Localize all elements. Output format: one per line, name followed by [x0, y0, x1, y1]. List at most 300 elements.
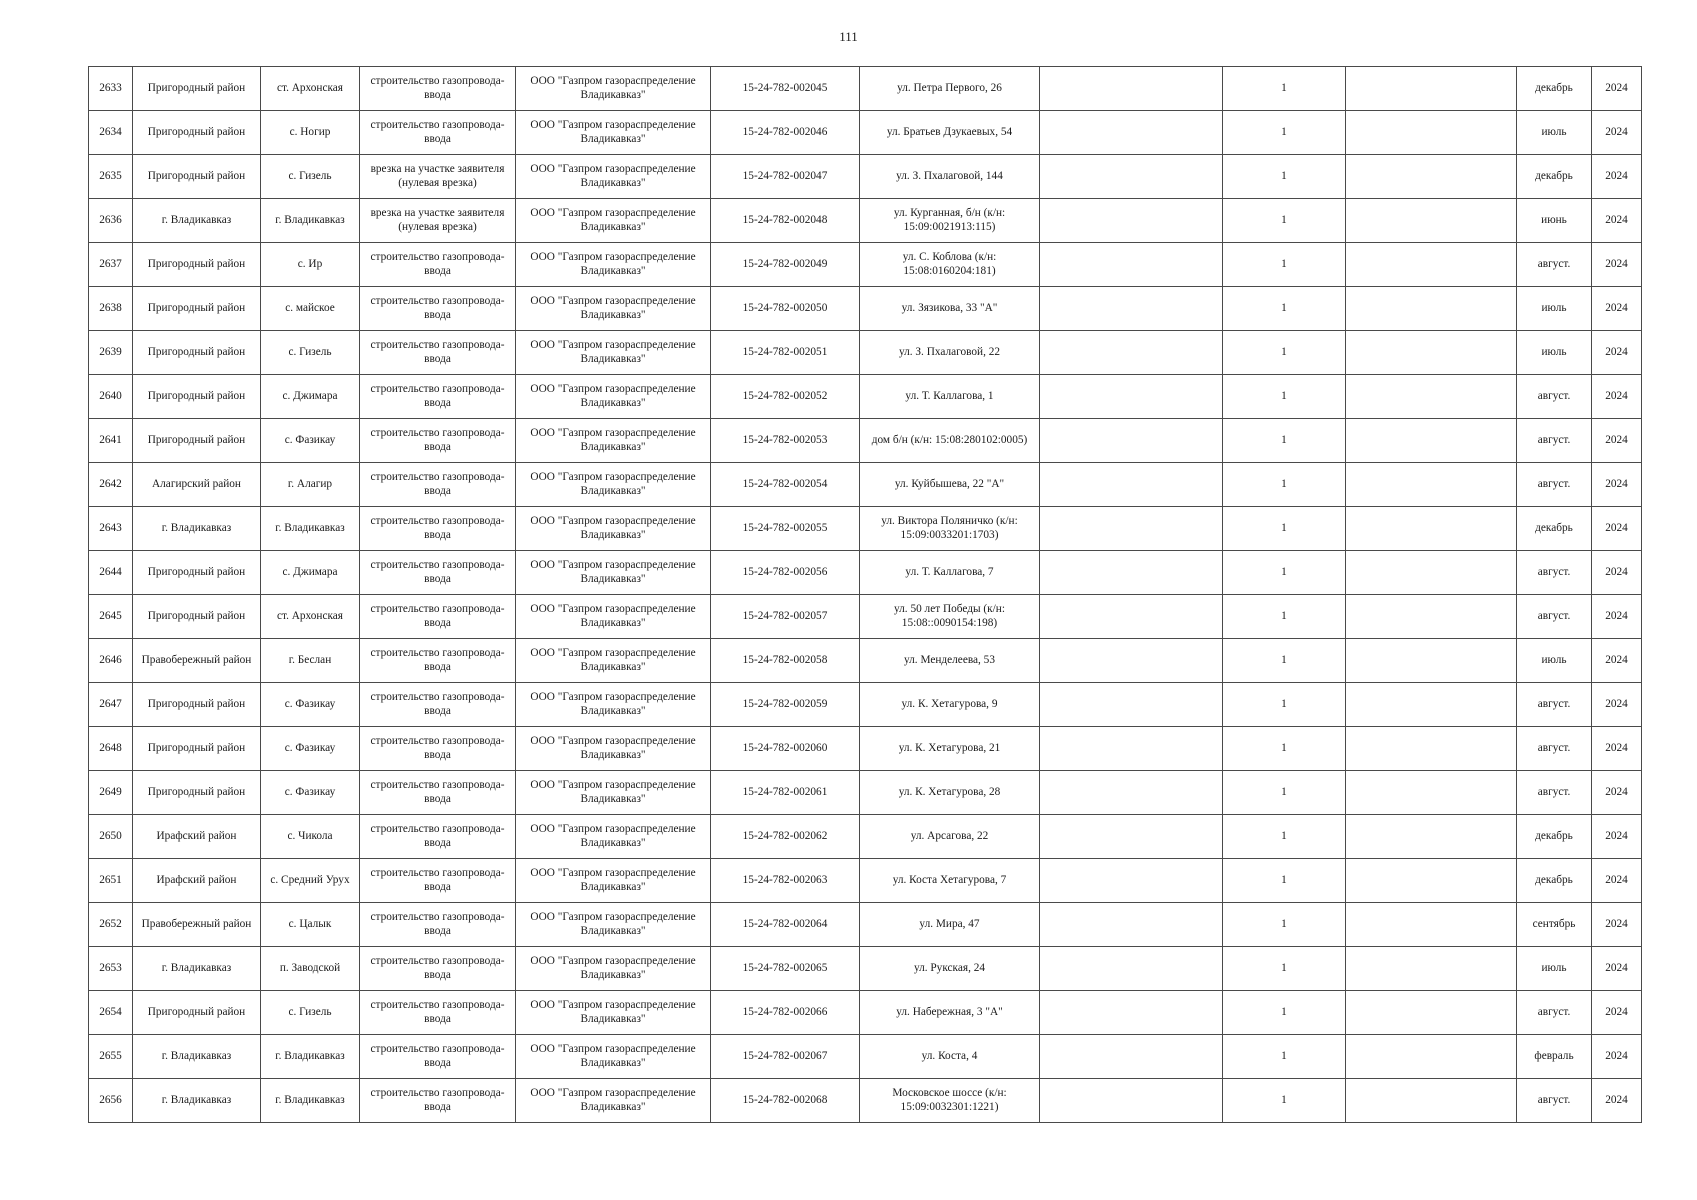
table-row — [89, 771, 1642, 815]
year-cell: 2024 — [1592, 67, 1642, 111]
settlement-cell: с. Фазикау — [261, 683, 360, 727]
year-cell: 2024 — [1592, 771, 1642, 815]
district-cell: Правобережный район — [133, 639, 261, 683]
empty-cell — [1346, 595, 1517, 639]
work-type-cell: строительство газопровода-ввода — [360, 903, 516, 947]
empty-cell — [1040, 1035, 1223, 1079]
year-cell: 2024 — [1592, 947, 1642, 991]
month-cell: август. — [1517, 771, 1592, 815]
empty-cell — [1346, 727, 1517, 771]
district-cell: Пригородный район — [133, 155, 261, 199]
table-row — [89, 595, 1642, 639]
month-cell: июнь — [1517, 199, 1592, 243]
empty-cell — [1040, 507, 1223, 551]
district-cell: г. Владикавказ — [133, 1035, 261, 1079]
request-code-cell: 15-24-782-002050 — [711, 287, 860, 331]
organization-cell: ООО "Газпром газораспределение Владикавказ" — [516, 287, 711, 331]
table-row — [89, 639, 1642, 683]
settlement-cell: с. Фазикау — [261, 727, 360, 771]
year-cell: 2024 — [1592, 727, 1642, 771]
empty-cell — [1346, 639, 1517, 683]
table-row — [89, 991, 1642, 1035]
year-cell: 2024 — [1592, 199, 1642, 243]
empty-cell — [1040, 243, 1223, 287]
count-cell: 1 — [1223, 727, 1346, 771]
year-cell: 2024 — [1592, 155, 1642, 199]
district-cell: Пригородный район — [133, 111, 261, 155]
address-cell: ул. С. Коблова (к/н: 15:08:0160204:181) — [860, 243, 1040, 287]
address-cell: ул. Рукская, 24 — [860, 947, 1040, 991]
count-cell: 1 — [1223, 859, 1346, 903]
row-number-cell: 2637 — [89, 243, 133, 287]
month-cell: декабрь — [1517, 859, 1592, 903]
organization-cell: ООО "Газпром газораспределение Владикавказ" — [516, 595, 711, 639]
table-row — [89, 903, 1642, 947]
work-type-cell: строительство газопровода-ввода — [360, 243, 516, 287]
table-row — [89, 463, 1642, 507]
count-cell: 1 — [1223, 419, 1346, 463]
count-cell: 1 — [1223, 375, 1346, 419]
row-number-cell: 2655 — [89, 1035, 133, 1079]
work-type-cell: строительство газопровода-ввода — [360, 771, 516, 815]
table-row — [89, 287, 1642, 331]
month-cell: август. — [1517, 683, 1592, 727]
row-number-cell: 2640 — [89, 375, 133, 419]
organization-cell: ООО "Газпром газораспределение Владикавказ" — [516, 243, 711, 287]
district-cell: Пригородный район — [133, 683, 261, 727]
empty-cell — [1040, 903, 1223, 947]
month-cell: декабрь — [1517, 815, 1592, 859]
month-cell: август. — [1517, 551, 1592, 595]
count-cell: 1 — [1223, 903, 1346, 947]
settlement-cell: ст. Архонская — [261, 67, 360, 111]
empty-cell — [1040, 947, 1223, 991]
address-cell: ул. Т. Каллагова, 1 — [860, 375, 1040, 419]
year-cell: 2024 — [1592, 859, 1642, 903]
table-row — [89, 727, 1642, 771]
request-code-cell: 15-24-782-002051 — [711, 331, 860, 375]
empty-cell — [1346, 815, 1517, 859]
district-cell: Пригородный район — [133, 551, 261, 595]
request-code-cell: 15-24-782-002046 — [711, 111, 860, 155]
row-number-cell: 2649 — [89, 771, 133, 815]
work-type-cell: строительство газопровода-ввода — [360, 1035, 516, 1079]
address-cell: ул. Петра Первого, 26 — [860, 67, 1040, 111]
table-row — [89, 375, 1642, 419]
empty-cell — [1346, 243, 1517, 287]
empty-cell — [1040, 375, 1223, 419]
district-cell: Пригородный район — [133, 375, 261, 419]
month-cell: август. — [1517, 595, 1592, 639]
year-cell: 2024 — [1592, 595, 1642, 639]
district-cell: г. Владикавказ — [133, 507, 261, 551]
count-cell: 1 — [1223, 815, 1346, 859]
year-cell: 2024 — [1592, 903, 1642, 947]
work-type-cell: строительство газопровода-ввода — [360, 375, 516, 419]
organization-cell: ООО "Газпром газораспределение Владикавказ" — [516, 155, 711, 199]
row-number-cell: 2639 — [89, 331, 133, 375]
empty-cell — [1346, 771, 1517, 815]
request-code-cell: 15-24-782-002055 — [711, 507, 860, 551]
settlement-cell: г. Алагир — [261, 463, 360, 507]
organization-cell: ООО "Газпром газораспределение Владикавказ" — [516, 991, 711, 1035]
row-number-cell: 2644 — [89, 551, 133, 595]
address-cell: ул. 50 лет Победы (к/н: 15:08::0090154:198) — [860, 595, 1040, 639]
organization-cell: ООО "Газпром газораспределение Владикавказ" — [516, 507, 711, 551]
month-cell: февраль — [1517, 1035, 1592, 1079]
request-code-cell: 15-24-782-002059 — [711, 683, 860, 727]
month-cell: август. — [1517, 1079, 1592, 1123]
month-cell: август. — [1517, 375, 1592, 419]
year-cell: 2024 — [1592, 639, 1642, 683]
work-type-cell: строительство газопровода-ввода — [360, 947, 516, 991]
work-type-cell: строительство газопровода-ввода — [360, 859, 516, 903]
year-cell: 2024 — [1592, 1035, 1642, 1079]
district-cell: Пригородный район — [133, 243, 261, 287]
row-number-cell: 2650 — [89, 815, 133, 859]
organization-cell: ООО "Газпром газораспределение Владикавказ" — [516, 727, 711, 771]
district-cell: Пригородный район — [133, 991, 261, 1035]
address-cell: ул. К. Хетагурова, 28 — [860, 771, 1040, 815]
table-row — [89, 331, 1642, 375]
settlement-cell: ст. Архонская — [261, 595, 360, 639]
count-cell: 1 — [1223, 507, 1346, 551]
settlement-cell: с. майское — [261, 287, 360, 331]
settlement-cell: с. Чикола — [261, 815, 360, 859]
organization-cell: ООО "Газпром газораспределение Владикавказ" — [516, 551, 711, 595]
row-number-cell: 2648 — [89, 727, 133, 771]
empty-cell — [1346, 683, 1517, 727]
month-cell: декабрь — [1517, 155, 1592, 199]
row-number-cell: 2645 — [89, 595, 133, 639]
empty-cell — [1346, 1079, 1517, 1123]
organization-cell: ООО "Газпром газораспределение Владикавказ" — [516, 683, 711, 727]
row-number-cell: 2641 — [89, 419, 133, 463]
row-number-cell: 2638 — [89, 287, 133, 331]
organization-cell: ООО "Газпром газораспределение Владикавказ" — [516, 375, 711, 419]
work-type-cell: строительство газопровода-ввода — [360, 595, 516, 639]
empty-cell — [1040, 199, 1223, 243]
work-type-cell: строительство газопровода-ввода — [360, 507, 516, 551]
count-cell: 1 — [1223, 463, 1346, 507]
count-cell: 1 — [1223, 111, 1346, 155]
settlement-cell: с. Гизель — [261, 155, 360, 199]
table-row — [89, 947, 1642, 991]
organization-cell: ООО "Газпром газораспределение Владикавказ" — [516, 771, 711, 815]
empty-cell — [1040, 1079, 1223, 1123]
address-cell: ул. К. Хетагурова, 21 — [860, 727, 1040, 771]
year-cell: 2024 — [1592, 243, 1642, 287]
organization-cell: ООО "Газпром газораспределение Владикавказ" — [516, 199, 711, 243]
address-cell: ул. Мира, 47 — [860, 903, 1040, 947]
month-cell: июль — [1517, 639, 1592, 683]
address-cell: ул. Менделеева, 53 — [860, 639, 1040, 683]
work-type-cell: строительство газопровода-ввода — [360, 551, 516, 595]
empty-cell — [1040, 463, 1223, 507]
empty-cell — [1040, 419, 1223, 463]
table-row — [89, 1079, 1642, 1123]
settlement-cell: п. Заводской — [261, 947, 360, 991]
settlement-cell: с. Ногир — [261, 111, 360, 155]
district-cell: Пригородный район — [133, 727, 261, 771]
empty-cell — [1040, 859, 1223, 903]
address-cell: ул. Коста, 4 — [860, 1035, 1040, 1079]
row-number-cell: 2643 — [89, 507, 133, 551]
table-row — [89, 199, 1642, 243]
count-cell: 1 — [1223, 155, 1346, 199]
work-type-cell: строительство газопровода-ввода — [360, 419, 516, 463]
address-cell: ул. Братьев Дзукаевых, 54 — [860, 111, 1040, 155]
work-type-cell: строительство газопровода-ввода — [360, 1079, 516, 1123]
year-cell: 2024 — [1592, 287, 1642, 331]
work-type-cell: строительство газопровода-ввода — [360, 111, 516, 155]
district-cell: Правобережный район — [133, 903, 261, 947]
year-cell: 2024 — [1592, 111, 1642, 155]
year-cell: 2024 — [1592, 815, 1642, 859]
month-cell: август. — [1517, 727, 1592, 771]
settlement-cell: г. Беслан — [261, 639, 360, 683]
address-cell: ул. Коста Хетагурова, 7 — [860, 859, 1040, 903]
empty-cell — [1346, 903, 1517, 947]
settlement-cell: с. Джимара — [261, 551, 360, 595]
district-cell: Пригородный район — [133, 419, 261, 463]
empty-cell — [1346, 199, 1517, 243]
work-type-cell: строительство газопровода-ввода — [360, 683, 516, 727]
table-row — [89, 551, 1642, 595]
request-code-cell: 15-24-782-002061 — [711, 771, 860, 815]
district-cell: Пригородный район — [133, 331, 261, 375]
row-number-cell: 2647 — [89, 683, 133, 727]
count-cell: 1 — [1223, 771, 1346, 815]
organization-cell: ООО "Газпром газораспределение Владикавказ" — [516, 815, 711, 859]
month-cell: август. — [1517, 243, 1592, 287]
request-code-cell: 15-24-782-002048 — [711, 199, 860, 243]
settlement-cell: с. Фазикау — [261, 419, 360, 463]
table-row — [89, 243, 1642, 287]
empty-cell — [1346, 331, 1517, 375]
district-cell: г. Владикавказ — [133, 1079, 261, 1123]
year-cell: 2024 — [1592, 331, 1642, 375]
empty-cell — [1040, 551, 1223, 595]
request-code-cell: 15-24-782-002066 — [711, 991, 860, 1035]
request-code-cell: 15-24-782-002054 — [711, 463, 860, 507]
request-code-cell: 15-24-782-002065 — [711, 947, 860, 991]
count-cell: 1 — [1223, 67, 1346, 111]
organization-cell: ООО "Газпром газораспределение Владикавказ" — [516, 639, 711, 683]
count-cell: 1 — [1223, 199, 1346, 243]
empty-cell — [1040, 727, 1223, 771]
work-type-cell: строительство газопровода-ввода — [360, 331, 516, 375]
row-number-cell: 2634 — [89, 111, 133, 155]
request-code-cell: 15-24-782-002049 — [711, 243, 860, 287]
empty-cell — [1040, 683, 1223, 727]
request-code-cell: 15-24-782-002063 — [711, 859, 860, 903]
count-cell: 1 — [1223, 331, 1346, 375]
organization-cell: ООО "Газпром газораспределение Владикавказ" — [516, 1035, 711, 1079]
organization-cell: ООО "Газпром газораспределение Владикавказ" — [516, 67, 711, 111]
settlement-cell: г. Владикавказ — [261, 1079, 360, 1123]
address-cell: ул. З. Пхалаговой, 144 — [860, 155, 1040, 199]
row-number-cell: 2652 — [89, 903, 133, 947]
registry-table — [88, 66, 1642, 1123]
year-cell: 2024 — [1592, 551, 1642, 595]
organization-cell: ООО "Газпром газораспределение Владикавказ" — [516, 111, 711, 155]
empty-cell — [1346, 463, 1517, 507]
empty-cell — [1346, 111, 1517, 155]
empty-cell — [1346, 1035, 1517, 1079]
table-row — [89, 155, 1642, 199]
district-cell: г. Владикавказ — [133, 947, 261, 991]
row-number-cell: 2656 — [89, 1079, 133, 1123]
year-cell: 2024 — [1592, 991, 1642, 1035]
count-cell: 1 — [1223, 551, 1346, 595]
month-cell: август. — [1517, 463, 1592, 507]
empty-cell — [1040, 287, 1223, 331]
table-row — [89, 859, 1642, 903]
row-number-cell: 2635 — [89, 155, 133, 199]
table-row — [89, 1035, 1642, 1079]
row-number-cell: 2646 — [89, 639, 133, 683]
work-type-cell: строительство газопровода-ввода — [360, 287, 516, 331]
count-cell: 1 — [1223, 1079, 1346, 1123]
work-type-cell: строительство газопровода-ввода — [360, 639, 516, 683]
page-number: 111 — [839, 29, 858, 44]
year-cell: 2024 — [1592, 463, 1642, 507]
month-cell: июль — [1517, 331, 1592, 375]
month-cell: июль — [1517, 111, 1592, 155]
settlement-cell: с. Фазикау — [261, 771, 360, 815]
count-cell: 1 — [1223, 243, 1346, 287]
table-body — [89, 67, 1642, 1123]
count-cell: 1 — [1223, 287, 1346, 331]
request-code-cell: 15-24-782-002067 — [711, 1035, 860, 1079]
organization-cell: ООО "Газпром газораспределение Владикавказ" — [516, 419, 711, 463]
organization-cell: ООО "Газпром газораспределение Владикавказ" — [516, 463, 711, 507]
empty-cell — [1040, 155, 1223, 199]
address-cell: ул. Курганная, б/н (к/н: 15:09:0021913:115) — [860, 199, 1040, 243]
settlement-cell: с. Ир — [261, 243, 360, 287]
work-type-cell: строительство газопровода-ввода — [360, 463, 516, 507]
empty-cell — [1346, 155, 1517, 199]
table-row — [89, 419, 1642, 463]
empty-cell — [1040, 111, 1223, 155]
work-type-cell: строительство газопровода-ввода — [360, 991, 516, 1035]
count-cell: 1 — [1223, 639, 1346, 683]
address-cell: ул. Т. Каллагова, 7 — [860, 551, 1040, 595]
year-cell: 2024 — [1592, 507, 1642, 551]
row-number-cell: 2642 — [89, 463, 133, 507]
settlement-cell: с. Средний Урух — [261, 859, 360, 903]
settlement-cell: г. Владикавказ — [261, 507, 360, 551]
empty-cell — [1346, 419, 1517, 463]
empty-cell — [1346, 375, 1517, 419]
request-code-cell: 15-24-782-002056 — [711, 551, 860, 595]
address-cell: ул. Набережная, 3 "А" — [860, 991, 1040, 1035]
request-code-cell: 15-24-782-002047 — [711, 155, 860, 199]
count-cell: 1 — [1223, 947, 1346, 991]
work-type-cell: строительство газопровода-ввода — [360, 815, 516, 859]
district-cell: Алагирский район — [133, 463, 261, 507]
address-cell: ул. Арсагова, 22 — [860, 815, 1040, 859]
address-cell: ул. Куйбышева, 22 "А" — [860, 463, 1040, 507]
empty-cell — [1040, 991, 1223, 1035]
table-row — [89, 815, 1642, 859]
month-cell: август. — [1517, 419, 1592, 463]
request-code-cell: 15-24-782-002052 — [711, 375, 860, 419]
table-row — [89, 111, 1642, 155]
empty-cell — [1040, 67, 1223, 111]
month-cell: декабрь — [1517, 507, 1592, 551]
year-cell: 2024 — [1592, 683, 1642, 727]
work-type-cell: врезка на участке заявителя (нулевая врезка) — [360, 155, 516, 199]
empty-cell — [1346, 947, 1517, 991]
request-code-cell: 15-24-782-002053 — [711, 419, 860, 463]
settlement-cell: с. Гизель — [261, 331, 360, 375]
organization-cell: ООО "Газпром газораспределение Владикавказ" — [516, 1079, 711, 1123]
address-cell: ул. Виктора Поляничко (к/н: 15:09:0033201:1703) — [860, 507, 1040, 551]
month-cell: август. — [1517, 991, 1592, 1035]
work-type-cell: врезка на участке заявителя (нулевая врезка) — [360, 199, 516, 243]
empty-cell — [1346, 991, 1517, 1035]
table-row — [89, 67, 1642, 111]
district-cell: Пригородный район — [133, 771, 261, 815]
row-number-cell: 2654 — [89, 991, 133, 1035]
address-cell: дом б/н (к/н: 15:08:280102:0005) — [860, 419, 1040, 463]
count-cell: 1 — [1223, 991, 1346, 1035]
district-cell: г. Владикавказ — [133, 199, 261, 243]
district-cell: Пригородный район — [133, 287, 261, 331]
work-type-cell: строительство газопровода-ввода — [360, 67, 516, 111]
request-code-cell: 15-24-782-002064 — [711, 903, 860, 947]
request-code-cell: 15-24-782-002060 — [711, 727, 860, 771]
month-cell: июль — [1517, 947, 1592, 991]
district-cell: Ирафский район — [133, 859, 261, 903]
work-type-cell: строительство газопровода-ввода — [360, 727, 516, 771]
request-code-cell: 15-24-782-002068 — [711, 1079, 860, 1123]
address-cell: ул. К. Хетагурова, 9 — [860, 683, 1040, 727]
address-cell: Московское шоссе (к/н: 15:09:0032301:1221) — [860, 1079, 1040, 1123]
empty-cell — [1040, 815, 1223, 859]
empty-cell — [1040, 595, 1223, 639]
district-cell: Пригородный район — [133, 595, 261, 639]
empty-cell — [1040, 331, 1223, 375]
count-cell: 1 — [1223, 595, 1346, 639]
request-code-cell: 15-24-782-002062 — [711, 815, 860, 859]
table-row — [89, 507, 1642, 551]
settlement-cell: с. Джимара — [261, 375, 360, 419]
request-code-cell: 15-24-782-002045 — [711, 67, 860, 111]
row-number-cell: 2653 — [89, 947, 133, 991]
organization-cell: ООО "Газпром газораспределение Владикавказ" — [516, 947, 711, 991]
settlement-cell: г. Владикавказ — [261, 199, 360, 243]
year-cell: 2024 — [1592, 419, 1642, 463]
district-cell: Пригородный район — [133, 67, 261, 111]
year-cell: 2024 — [1592, 1079, 1642, 1123]
year-cell: 2024 — [1592, 375, 1642, 419]
empty-cell — [1346, 507, 1517, 551]
request-code-cell: 15-24-782-002057 — [711, 595, 860, 639]
address-cell: ул. З. Пхалаговой, 22 — [860, 331, 1040, 375]
district-cell: Ирафский район — [133, 815, 261, 859]
empty-cell — [1346, 67, 1517, 111]
empty-cell — [1040, 771, 1223, 815]
row-number-cell: 2636 — [89, 199, 133, 243]
empty-cell — [1346, 859, 1517, 903]
settlement-cell: г. Владикавказ — [261, 1035, 360, 1079]
request-code-cell: 15-24-782-002058 — [711, 639, 860, 683]
organization-cell: ООО "Газпром газораспределение Владикавказ" — [516, 859, 711, 903]
settlement-cell: с. Гизель — [261, 991, 360, 1035]
